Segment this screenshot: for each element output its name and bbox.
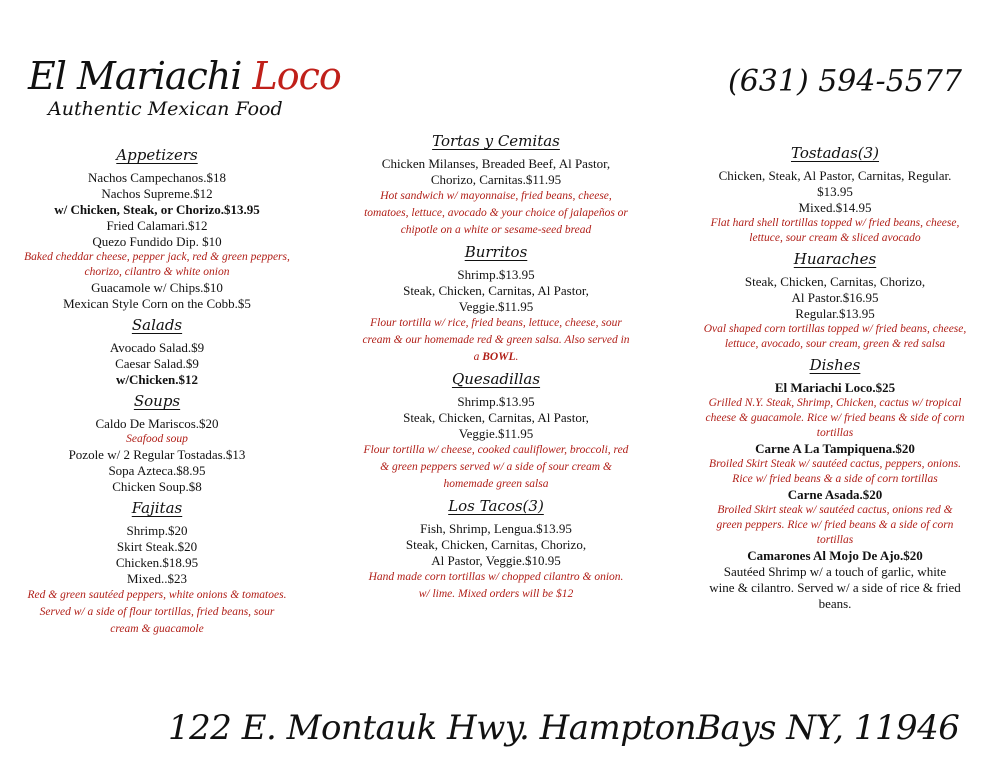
item-description: Oval shaped corn tortillas topped w/ fried beans, cheese, — [703, 323, 967, 335]
menu-item: beans. — [818, 596, 852, 611]
menu-item: Regular.$13.95 — [795, 306, 875, 321]
phone-number: (631) 594-5577 — [728, 64, 962, 99]
menu-item: w/Chicken.$12 — [116, 372, 198, 387]
restaurant-logo — [28, 56, 341, 96]
desc-text: . — [515, 351, 519, 363]
menu-item: Steak, Chicken, Carnitas, Chorizo, — [405, 537, 587, 552]
item-description: cream & our homemade red & green salsa. Also served in — [362, 334, 630, 346]
menu-item: El Mariachi Loco.$25 — [774, 380, 896, 395]
menu-item: w/ Chicken, Steak, or Chorizo.$13.95 — [54, 202, 260, 217]
menu-item: Chicken Milanses, Breaded Beef, Al Pastor, — [381, 156, 611, 171]
menu-item: Steak, Chicken, Carnitas, Al Pastor, — [403, 410, 589, 425]
menu-item: Mixed.$14.95 — [798, 200, 872, 215]
item-description: chorizo, cilantro & white onion — [84, 266, 230, 278]
desc-text: a — [473, 351, 483, 363]
menu-column-left — [24, 142, 290, 638]
item-description: Seafood soup — [126, 433, 188, 445]
menu-item: Carne Asada.$20 — [787, 487, 883, 502]
item-description: Red & green sautéed peppers, white onions & tomatoes. — [27, 589, 287, 601]
menu-item: Mexican Style Corn on the Cobb.$5 — [63, 296, 251, 311]
menu-item: Nachos Campechanos.$18 — [88, 170, 226, 185]
item-description: tortillas — [816, 534, 854, 546]
menu-column-right — [696, 140, 974, 612]
item-description: Baked cheddar cheese, pepper jack, red & green peppers, — [24, 251, 290, 263]
item-description: lettuce, sour cream & sliced avocado — [749, 232, 921, 244]
menu-item: Veggie.$11.95 — [458, 426, 534, 441]
section-title-salads: Salads — [131, 316, 183, 334]
menu-item: Nachos Supreme.$12 — [101, 186, 213, 201]
item-description: & green peppers served w/ a side of sour cream & — [380, 461, 612, 473]
section-title-burritos: Burritos — [464, 243, 528, 261]
item-description: Rice w/ fried beans & a side of corn tortillas — [732, 473, 938, 485]
menu-item: Shrimp.$13.95 — [457, 267, 535, 282]
item-description: Grilled N.Y. Steak, Shrimp, Chicken, cactus w/ tropical — [708, 397, 962, 409]
menu-item: Steak, Chicken, Carnitas, Al Pastor, — [403, 283, 589, 298]
brand-main: El Mariachi — [28, 54, 242, 98]
menu-item: Guacamole w/ Chips.$10 — [91, 280, 223, 295]
item-description: Broiled Skirt Steak w/ sautéed cactus, peppers, onions. — [709, 458, 961, 470]
item-description: tomatoes, lettuce, avocado & your choice of jalapeños or — [364, 207, 628, 219]
menu-item: Chicken Soup.$8 — [112, 479, 202, 494]
menu-item: Pozole w/ 2 Regular Tostadas.$13 — [68, 447, 246, 462]
menu-item: Avocado Salad.$9 — [109, 340, 205, 355]
menu-item: Quezo Fundido Dip. $10 — [92, 234, 222, 249]
section-title-tortas: Tortas y Cemitas — [432, 132, 560, 150]
section-title-fajitas: Fajitas — [131, 499, 183, 517]
menu-item: Al Pastor, Veggie.$10.95 — [431, 553, 561, 568]
menu-item: Fish, Shrimp, Lengua.$13.95 — [420, 521, 572, 536]
item-description: Flat hard shell tortillas topped w/ fried beans, cheese, — [710, 217, 960, 229]
item-description: Served w/ a side of flour tortillas, fried beans, sour — [39, 606, 275, 618]
item-description: green peppers. Rice w/ fried beans & a side of corn — [716, 519, 954, 531]
bowl-label: BOWL — [482, 351, 516, 363]
menu-item: Mixed..$23 — [127, 571, 187, 586]
section-title-quesadillas: Quesadillas — [451, 370, 541, 388]
menu-item: Shrimp.$13.95 — [457, 394, 535, 409]
menu-item: Skirt Steak.$20 — [116, 539, 198, 554]
item-description: lettuce, avocado, sour cream, green & red salsa — [724, 338, 946, 350]
item-description: cheese & guacamole. Rice w/ fried beans & side of corn — [705, 412, 965, 424]
item-description: w/ lime. Mixed orders will be $12 — [418, 588, 574, 600]
menu-item: wine & cilantro. Served w/ a side of rice & fried — [709, 580, 961, 595]
menu-item: Caesar Salad.$9 — [115, 356, 199, 371]
item-description: Hand made corn tortillas w/ chopped cilantro & onion. — [368, 571, 624, 583]
brand-accent: Loco — [252, 54, 341, 98]
item-description: chipotle on a white or sesame-seed bread — [400, 224, 592, 236]
menu-item: Carne A La Tampiquena.$20 — [755, 441, 915, 456]
menu-item: Sautéed Shrimp w/ a touch of garlic, white — [723, 564, 947, 579]
menu-item: Veggie.$11.95 — [458, 299, 534, 314]
section-title-tostadas: Tostadas(3) — [790, 144, 880, 162]
menu-item: Chorizo, Carnitas.$11.95 — [430, 172, 562, 187]
item-description: Flour tortilla w/ cheese, cooked cauliflower, broccoli, red — [363, 444, 629, 456]
item-description: Hot sandwich w/ mayonnaise, fried beans, cheese, — [380, 190, 612, 202]
menu-item: $13.95 — [817, 184, 853, 199]
item-description: cream & guacamole — [110, 623, 204, 635]
item-description: Flour tortilla w/ rice, fried beans, lettuce, cheese, sour — [370, 317, 622, 329]
section-title-soups: Soups — [133, 392, 181, 410]
section-title-dishes: Dishes — [809, 356, 861, 374]
menu-column-middle — [358, 128, 634, 603]
tagline: Authentic Mexican Food — [48, 98, 283, 120]
menu-item: Al Pastor.$16.95 — [791, 290, 879, 305]
menu-item: Chicken.$18.95 — [115, 555, 199, 570]
menu-item: Shrimp.$20 — [126, 523, 188, 538]
section-title-huaraches: Huaraches — [793, 250, 877, 268]
menu-item: Fried Calamari.$12 — [106, 218, 208, 233]
section-title-tacos: Los Tacos(3) — [448, 497, 544, 515]
item-description: Broiled Skirt steak w/ sautéed cactus, onions red & — [717, 504, 953, 516]
item-description — [358, 349, 634, 366]
menu-item: Camarones Al Mojo De Ajo.$20 — [747, 548, 923, 563]
item-description: tortillas — [816, 427, 854, 439]
menu-item: Chicken, Steak, Al Pastor, Carnitas, Regular. — [718, 168, 952, 183]
menu-item: Steak, Chicken, Carnitas, Chorizo, — [744, 274, 926, 289]
item-description: homemade green salsa — [443, 478, 549, 490]
section-title-appetizers: Appetizers — [116, 146, 198, 164]
restaurant-address: 122 E. Montauk Hwy. HamptonBays NY, 11946 — [168, 708, 960, 748]
menu-item: Caldo De Mariscos.$20 — [95, 416, 219, 431]
menu-item: Sopa Azteca.$8.95 — [108, 463, 206, 478]
